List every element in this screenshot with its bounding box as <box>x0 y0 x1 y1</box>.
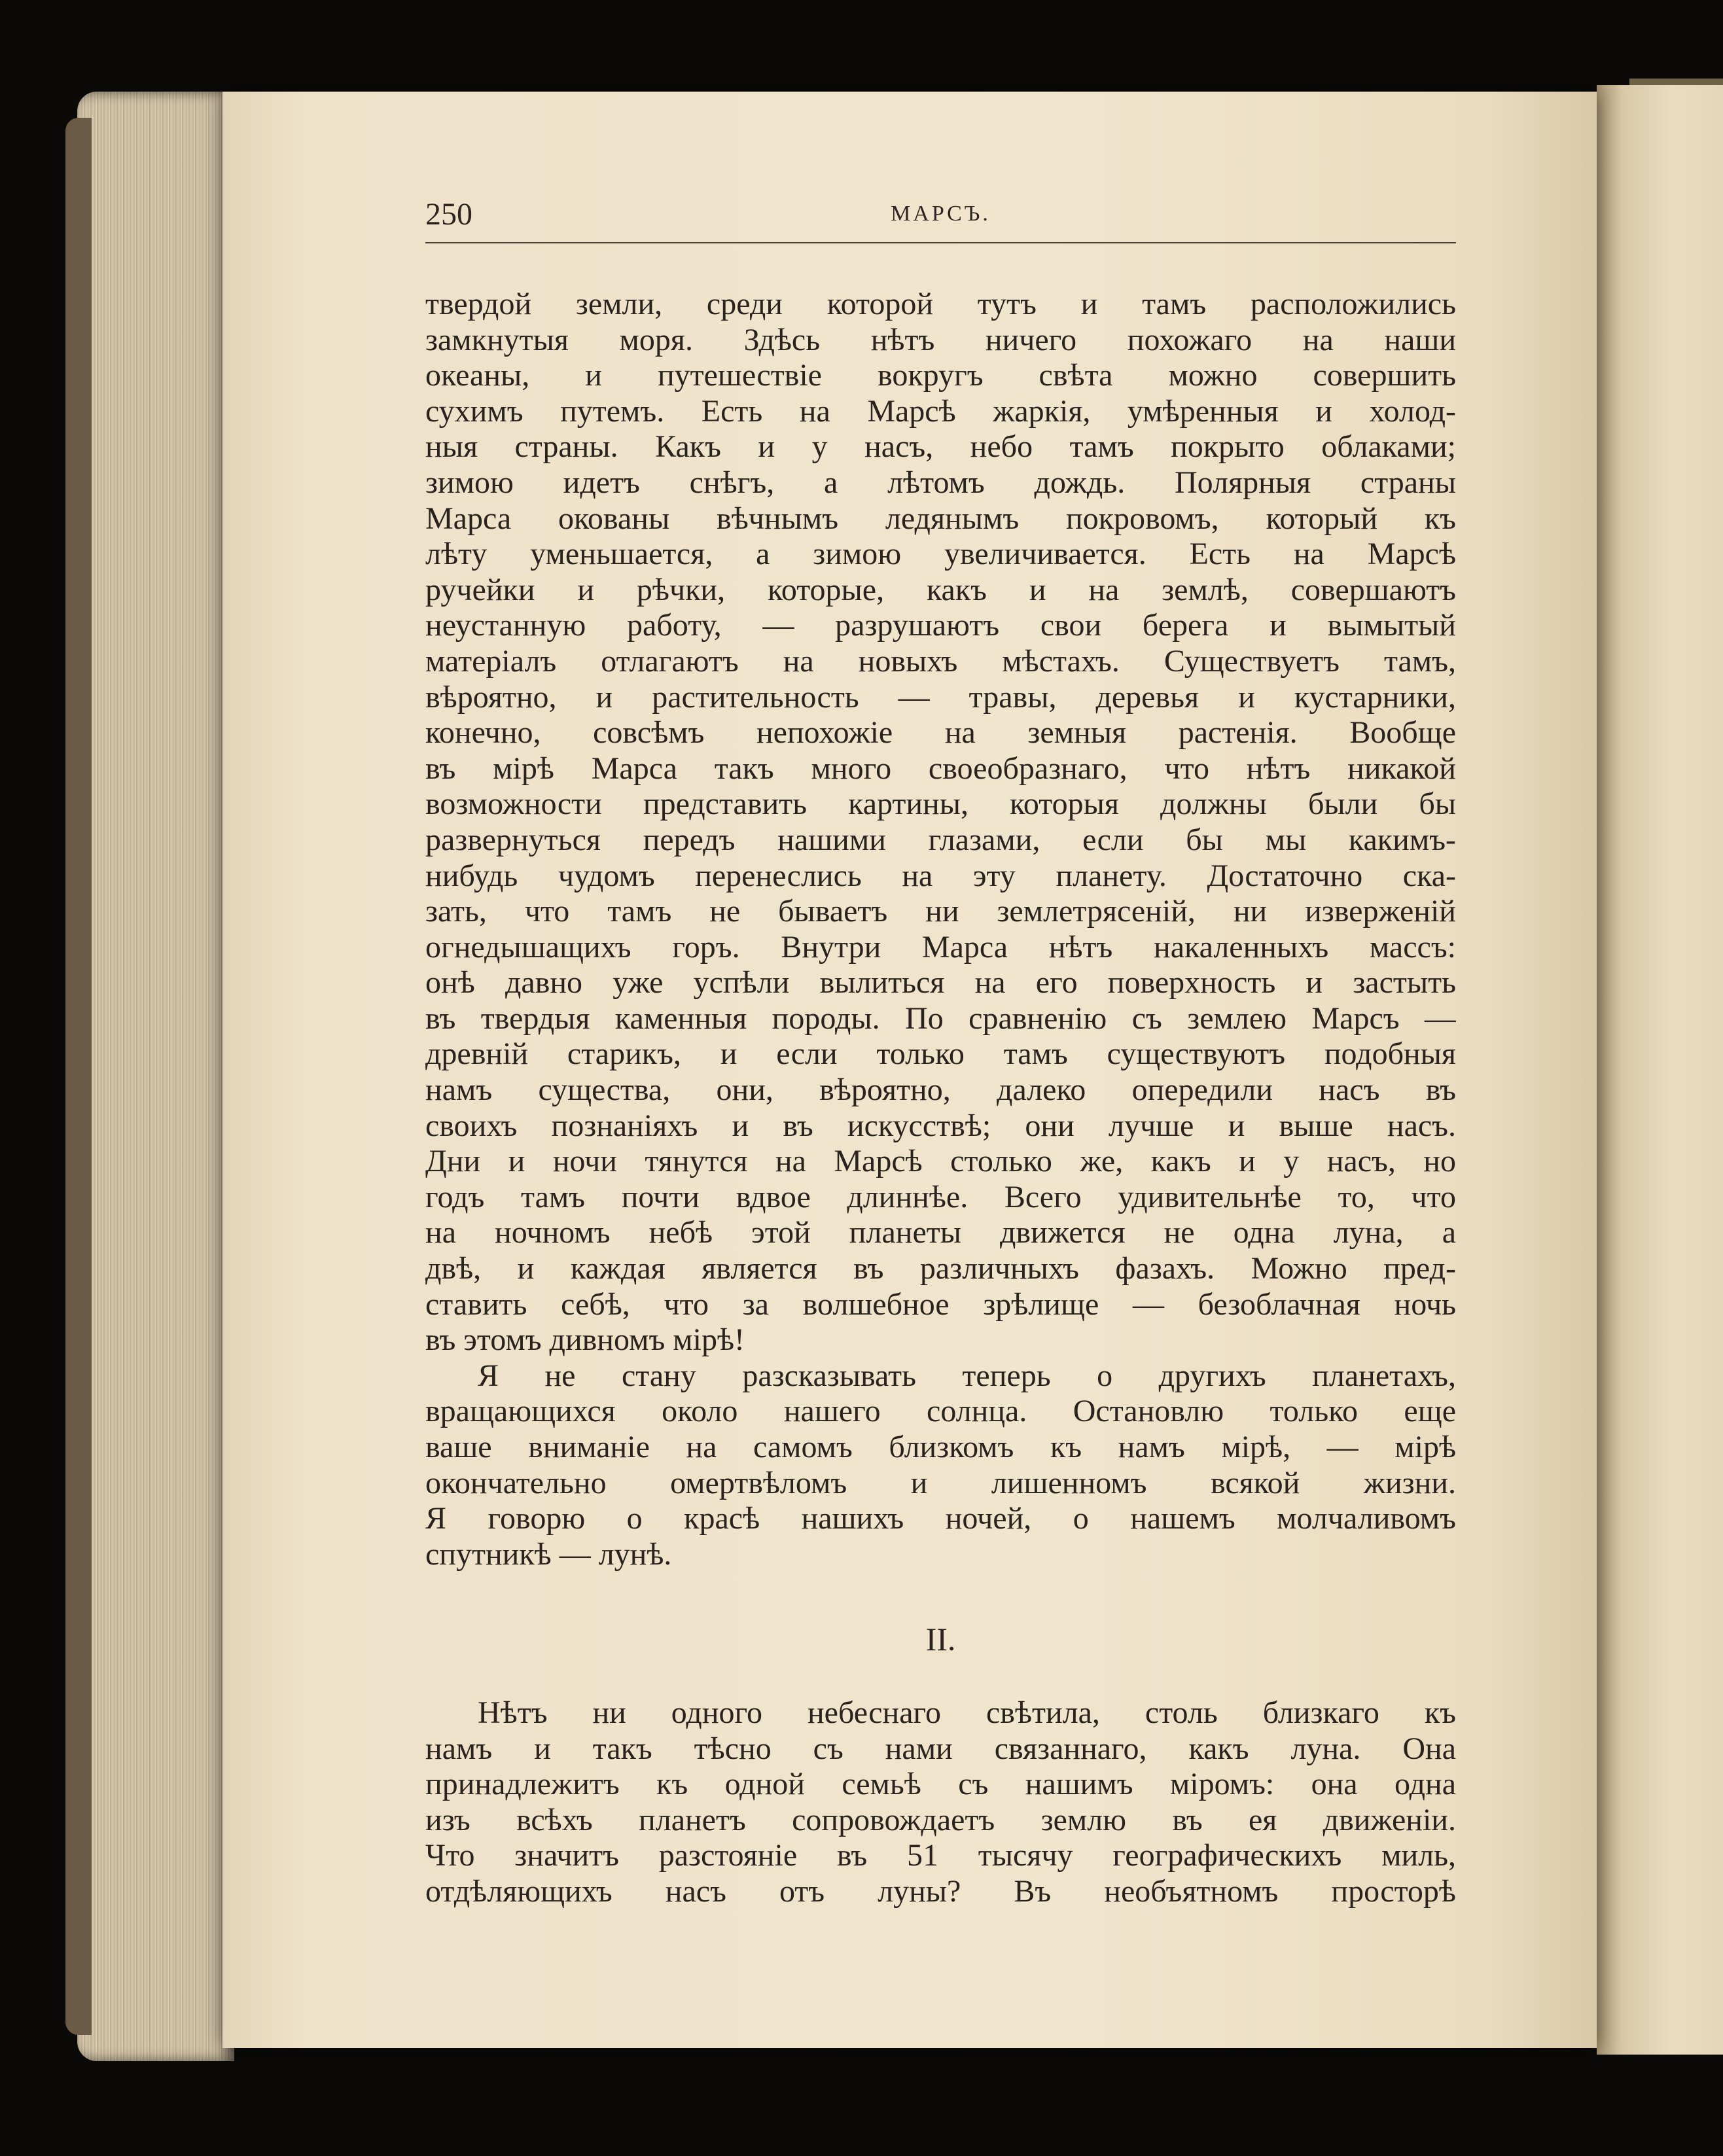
text-line: матеріалъ отлагаютъ на новыхъ мѣстахъ. Существуетъ тамъ, <box>425 643 1456 679</box>
text-line: ныя страны. Какъ и у насъ, небо тамъ покрыто облаками; <box>425 429 1456 465</box>
text-line: онѣ давно уже успѣли вылиться на его поверхность и застыть <box>425 965 1456 1000</box>
body-text <box>425 287 1456 1572</box>
text-line: ставить себѣ, что за волшебное зрѣлище — безоблачная ночь <box>425 1286 1456 1322</box>
text-line: неустанную работу, — разрушаютъ свои берега и вымытый <box>425 608 1456 643</box>
text-line: на ночномъ небѣ этой планеты движется не одна луна, а <box>425 1215 1456 1250</box>
text-line: вращающихся около нашего солнца. Остановлю только еще <box>425 1394 1456 1429</box>
text-line: зать, что тамъ не бываетъ ни землетрясеній, ни изверженій <box>425 894 1456 929</box>
text-line: твердой земли, среди которой тутъ и тамъ расположились <box>425 287 1456 321</box>
text-line: въ этомъ дивномъ мірѣ! <box>425 1322 745 1358</box>
body-text-section-2 <box>425 1695 1456 1910</box>
text-line: сухимъ путемъ. Есть на Марсѣ жаркія, умѣренныя и холод- <box>425 393 1456 429</box>
text-line: въ мірѣ Марса такъ много своеобразнаго, что нѣтъ никакой <box>425 751 1456 786</box>
running-title: МАРСЪ. <box>891 202 991 226</box>
text-line: Что значитъ разстояніе въ 51 тысячу географическихъ миль, <box>425 1838 1456 1873</box>
text-line: зимою идетъ снѣгъ, а лѣтомъ дождь. Полярныя страны <box>425 465 1456 500</box>
text-line: Я не стану разсказывать теперь о другихъ планетахъ, <box>478 1358 1456 1393</box>
text-line: Нѣтъ ни одного небеснаго свѣтила, столь близкаго къ <box>478 1695 1456 1730</box>
text-line: намъ и такъ тѣсно съ нами связаннаго, какъ луна. Она <box>425 1731 1456 1766</box>
text-line: конечно, совсѣмъ непохожіе на земныя растенія. Вообще <box>425 715 1456 751</box>
text-line: вѣроятно, и растительность — травы, деревья и кустарники, <box>425 679 1456 715</box>
text-line: Марса окованы вѣчнымъ ледянымъ покровомъ, который къ <box>425 501 1456 536</box>
text-line: отдѣляющихъ насъ отъ луны? Въ необъятномъ просторѣ <box>425 1873 1456 1909</box>
text-line: древній старикъ, и если только тамъ существуютъ подобныя <box>425 1036 1456 1072</box>
section-number: II. <box>925 1621 956 1657</box>
text-line: намъ существа, они, вѣроятно, далеко опередили насъ въ <box>425 1072 1456 1108</box>
page-number: 250 <box>425 197 472 232</box>
text-line: спутникѣ — лунѣ. <box>425 1536 672 1572</box>
text-line: въ твердыя каменныя породы. По сравненію съ землею Марсъ — <box>425 1000 1456 1036</box>
text-line: замкнутыя моря. Здѣсь нѣтъ ничего похожаго на наши <box>425 322 1456 357</box>
text-line: лѣту уменьшается, а зимою увеличивается. Есть на Марсѣ <box>425 537 1456 572</box>
running-head <box>425 196 1456 243</box>
text-line: нибудь чудомъ перенеслись на эту планету. Достаточно ска- <box>425 858 1456 893</box>
text-line: развернуться передъ нашими глазами, если бы мы какимъ- <box>425 822 1456 857</box>
text-line: возможности представить картины, которыя должны были бы <box>425 786 1456 822</box>
text-line: окончательно омертвѣломъ и лишенномъ всякой жизни. <box>425 1465 1456 1500</box>
book-page-edges <box>77 92 234 2061</box>
text-line: принадлежитъ къ одной семьѣ съ нашимъ міромъ: она одна <box>425 1767 1456 1802</box>
text-line: Я говорю о красѣ нашихъ ночей, о нашемъ молчаливомъ <box>425 1501 1456 1536</box>
facing-page <box>1597 85 1723 2055</box>
text-line: двѣ, и каждая является въ различныхъ фазахъ. Можно пред- <box>425 1251 1456 1286</box>
text-line: изъ всѣхъ планетъ сопровождаетъ землю въ ея движеніи. <box>425 1802 1456 1837</box>
text-line: огнедышащихъ горъ. Внутри Марса нѣтъ накаленныхъ массъ: <box>425 929 1456 964</box>
text-line: Дни и ночи тянутся на Марсѣ столько же, какъ и у насъ, но <box>425 1144 1456 1179</box>
text-line: ручейки и рѣчки, которые, какъ и на землѣ, совершаютъ <box>425 572 1456 607</box>
text-line: океаны, и путешествіе вокругъ свѣта можно совершить <box>425 358 1456 393</box>
text-line: своихъ познаніяхъ и въ искусствѣ; они лучше и выше насъ. <box>425 1108 1456 1143</box>
text-line: ваше вниманіе на самомъ близкомъ къ намъ мірѣ, — мірѣ <box>425 1430 1456 1464</box>
text-line: годъ тамъ почти вдвое длиннѣе. Всего удивительнѣе то, что <box>425 1179 1456 1214</box>
